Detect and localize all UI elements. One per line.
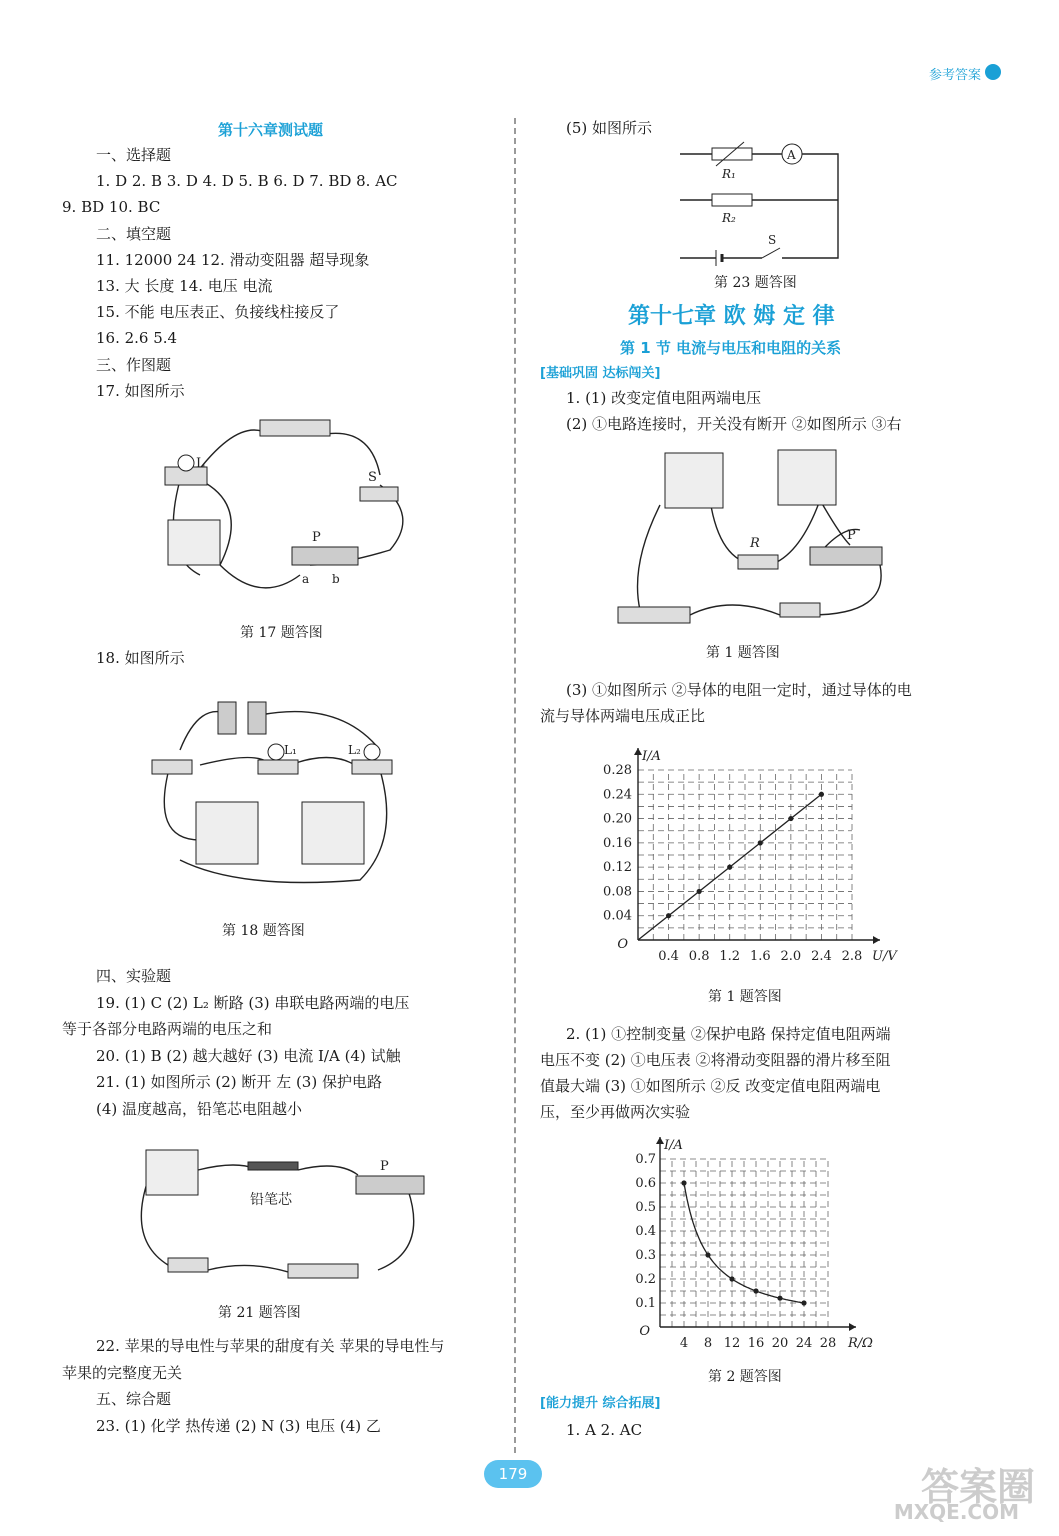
chart-current-voltage [600,735,910,975]
chapter-title: 第十七章 欧 姆 定 律 [628,304,835,329]
answer-1-2: (2) ①电路连接时，开关没有断开 ②如图所示 ③右 [566,415,902,433]
x-tick-label: 2.8 [841,949,863,964]
answer-line: (4) 温度越高，铅笔芯电阻越小 [96,1099,303,1118]
caption-21: 第 21 题答图 [218,1305,301,1321]
answer-line: 19. (1) C (2) L₂ 断路 (3) 串联电路两端的电压 [96,993,410,1012]
answer-line: 二、填空题 [96,224,172,243]
pencil-label: 铅笔芯 [250,1192,292,1208]
x-axis-arrow [849,1323,856,1331]
answer-adv: 1. A 2. AC [566,1421,643,1439]
answer-line: 13. 大 长度 14. 电压 电流 [96,277,273,295]
x-axis-arrow [873,936,880,944]
answer-line: 五、综合题 [96,1390,172,1408]
data-point [666,913,671,918]
figure-18-circuit [140,690,420,900]
data-point [788,816,793,821]
answer-line: 四、实验题 [96,967,172,985]
data-point [727,865,732,870]
test-title: 第十六章测试题 [218,121,324,139]
tag-basic: [基础巩固 达标闯关] [540,366,661,381]
answer-line: 21. (1) 如图所示 (2) 断开 左 (3) 保护电路 [96,1073,382,1091]
watermark-url: MXQE.COM [893,1500,1019,1524]
svg-text:L₂: L₂ [348,743,361,757]
y-tick-label: 0.4 [635,1224,656,1239]
caption-18: 第 18 题答图 [222,923,305,939]
q5-text: (5) 如图所示 [566,119,653,137]
x-tick-label: 16 [747,1336,765,1351]
answer-line: 9. BD 10. BC [62,198,161,217]
x-tick-label: 1.6 [749,949,771,964]
x-tick-label: 24 [795,1336,813,1351]
answer-line: 17. 如图所示 [96,381,185,400]
x-tick-label: 1.2 [719,949,741,964]
y-axis-label: I/A [664,1138,683,1153]
chart-current-resistance [600,1125,880,1360]
figure-21-circuit [128,1140,438,1290]
y-tick-label: 0.28 [603,763,632,778]
figure-1-circuit [610,445,890,630]
answer-2-4: 压，至少再做两次实验 [540,1103,691,1121]
answer-2-3: 值最大端 (3) ①如图所示 ②反 改变定值电阻两端电 [540,1077,881,1095]
q18-text: 18. 如图所示 [96,649,185,667]
y-tick-label: 0.20 [603,811,632,827]
y-tick-label: 0.04 [603,908,632,924]
y-tick-label: 0.08 [603,884,632,900]
x-tick-label: 20 [771,1336,789,1351]
x-tick-label: 2.4 [811,949,832,964]
y-tick-label: 0.2 [635,1272,656,1287]
data-point [758,840,763,845]
caption-23: 第 23 题答图 [714,275,797,291]
svg-text:P: P [380,1159,389,1174]
caption-17: 第 17 题答图 [240,625,323,641]
y-axis-arrow [634,748,642,755]
x-axis-label: R/Ω [848,1336,873,1351]
answer-1-3: (3) ①如图所示 ②导体的电阻一定时，通过导体的电 [566,681,912,699]
answer-1-1: 1. (1) 改变定值电阻两端电压 [566,389,762,407]
y-tick-label: 0.7 [635,1152,656,1167]
svg-text:L: L [196,456,205,471]
data-point [801,1300,806,1305]
section-title: 第 1 节 电流与电压和电阻的关系 [620,339,842,357]
header-label: 参考答案 [928,68,981,83]
data-point [753,1288,758,1293]
x-tick-label: 0.4 [658,949,679,964]
y-tick-label: 0.5 [635,1200,656,1215]
x-axis-label: U/V [872,949,897,964]
data-point [705,1252,710,1257]
data-point [697,889,702,894]
y-axis-arrow [656,1137,664,1144]
svg-text:L₁: L₁ [284,743,297,757]
svg-text:R₁: R₁ [722,167,736,181]
x-tick-label: 0.8 [688,949,710,964]
x-tick-label: 8 [703,1336,713,1351]
tag-advanced: [能力提升 综合拓展] [540,1396,661,1411]
y-tick-label: 0.24 [603,787,632,803]
answer-line: 15. 不能 电压表正、负接线柱接反了 [96,303,340,322]
x-tick-label: 12 [723,1336,741,1351]
answer-line: 一、选择题 [96,146,172,164]
caption-2: 第 2 题答图 [708,1369,782,1385]
y-axis-label: I/A [642,749,661,764]
column-divider [514,118,516,1453]
svg-text:S: S [368,470,377,485]
svg-text:R: R [750,536,760,551]
y-tick-label: 0.1 [635,1296,656,1311]
answer-2-1: 2. (1) ①控制变量 ②保护电路 保持定值电阻两端 [566,1025,891,1043]
svg-text:S: S [768,233,777,247]
answer-line: 1. D 2. B 3. D 4. D 5. B 6. D 7. BD 8. AC [96,172,398,191]
data-point [819,792,824,797]
svg-text:A: A [787,148,796,162]
answer-line: 20. (1) B (2) 越大越好 (3) 电流 I/A (4) 试触 [96,1046,401,1065]
x-tick-label: 28 [819,1336,837,1351]
y-tick-label: 0.3 [635,1248,656,1263]
y-tick-label: 0.6 [635,1176,656,1191]
origin-label: O [617,937,628,952]
figure-23-circuit [672,140,847,268]
figure-17-circuit [140,405,420,605]
header-badge-icon [985,64,1001,80]
answer-line: 23. (1) 化学 热传递 (2) N (3) 电压 (4) 乙 [96,1416,381,1435]
answer-line: 22. 苹果的导电性与苹果的甜度有关 苹果的导电性与 [96,1337,445,1355]
data-point [729,1276,734,1281]
svg-text:P: P [312,530,321,545]
answer-line: 11. 12000 24 12. 滑动变阻器 超导现象 [96,250,370,269]
data-point [777,1296,782,1301]
answer-line: 16. 2.6 5.4 [96,329,178,348]
watermark-logo: 答案圈 [920,1465,1035,1509]
answer-1-4: 流与导体两端电压成正比 [540,707,706,725]
origin-label: O [639,1324,650,1339]
caption-1a: 第 1 题答图 [706,645,780,661]
answer-line: 三、作图题 [96,355,172,374]
svg-text:a: a [302,572,310,586]
x-tick-label: 4 [679,1336,689,1351]
svg-text:R₂: R₂ [722,211,736,225]
svg-text:b: b [332,572,340,586]
caption-1b: 第 1 题答图 [708,989,782,1005]
y-tick-label: 0.12 [603,860,632,876]
x-tick-label: 2.0 [780,949,802,964]
page-number: 179 [484,1460,542,1488]
answer-line: 苹果的完整度无关 [62,1363,183,1382]
answer-line: 等于各部分电路两端的电压之和 [62,1020,273,1038]
answer-2-2: 电压不变 (2) ①电压表 ②将滑动变阻器的滑片移至阻 [540,1051,891,1069]
data-point [681,1180,686,1185]
svg-text:P: P [847,528,856,543]
y-tick-label: 0.16 [603,835,632,851]
